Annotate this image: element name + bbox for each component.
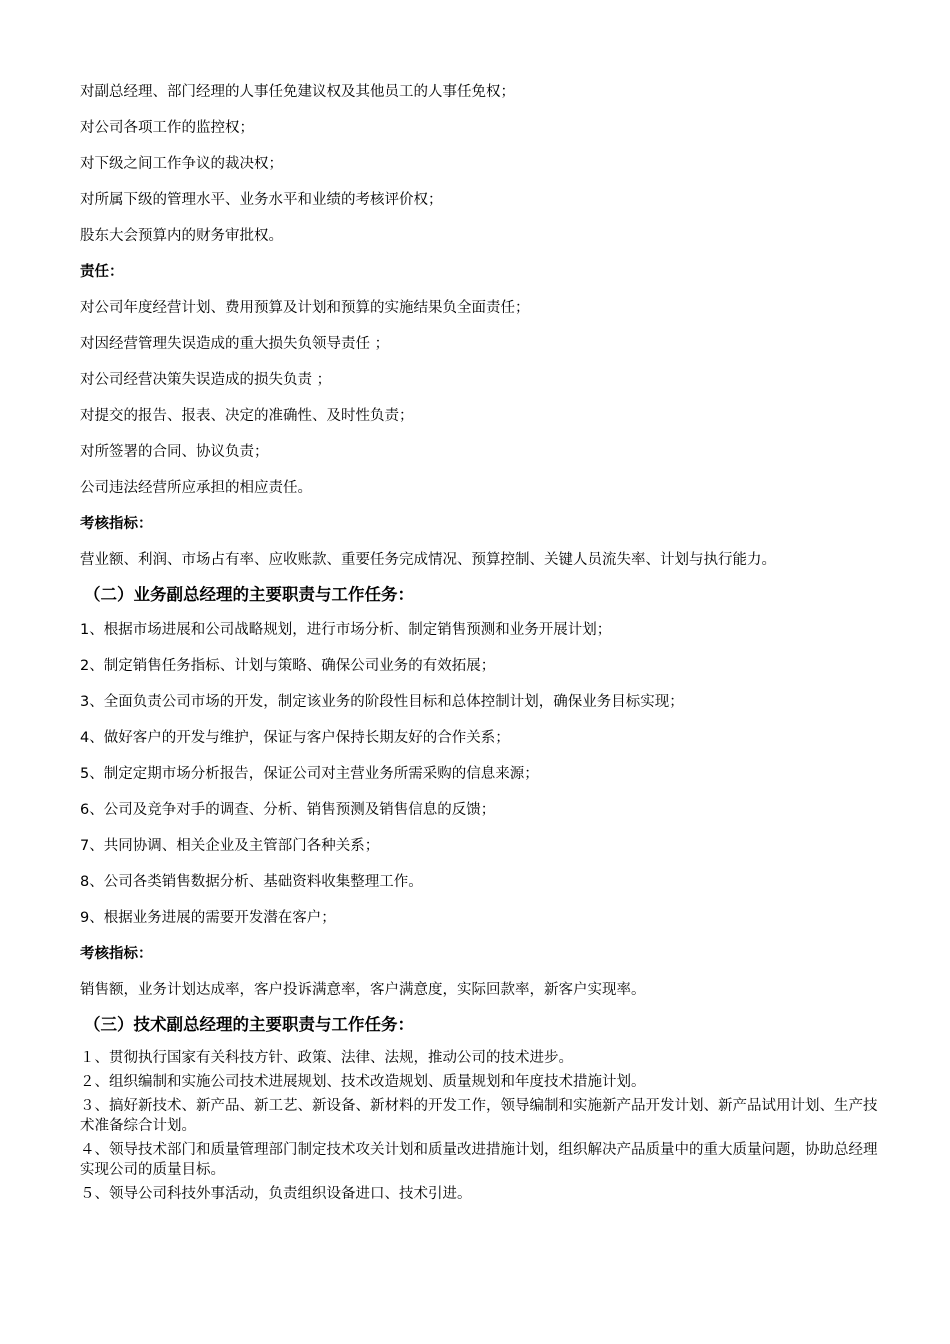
part2-item-6: 6、公司及竞争对手的调查、分析、销售预测及销售信息的反馈； [80, 802, 496, 818]
part3-item-2: ２、组织编制和实施公司技术进展规划、技术改造规划、质量规划和年度技术措施计划。 [80, 1074, 646, 1090]
kpi-heading-2: 考核指标： [80, 946, 153, 962]
rights-item-5: 股东大会预算内的财务审批权。 [80, 228, 283, 244]
part3-item-4: ４、领导技术部门和质量管理部门制定技术攻关计划和质量改进措施计划，组织解决产品质量中的重大质量问题，协助总经理实现公司的质量目标。 [80, 1142, 878, 1178]
section-title-2: （二）业务副总经理的主要职责与工作任务： [84, 585, 414, 604]
responsibility-item-2: 对因经营管理失误造成的重大损失负领导责任 ； [80, 336, 390, 352]
responsibility-item-3: 对公司经营决策失误造成的损失负责 ； [80, 372, 332, 388]
kpi-heading-1: 考核指标： [80, 516, 153, 532]
part2-item-1: 1、根据市场进展和公司战略规划，进行市场分析、制定销售预测和业务开展计划； [80, 622, 612, 638]
document-page [80, 82, 880, 1204]
part3-item-1: １、贯彻执行国家有关科技方针、政策、法律、法规，推动公司的技术进步。 [80, 1050, 573, 1066]
section-title-3: （三）技术副总经理的主要职责与工作任务： [84, 1015, 414, 1034]
rights-item-4: 对所属下级的管理水平、业务水平和业绩的考核评价权； [80, 192, 443, 208]
part2-item-2: 2、制定销售任务指标、计划与策略、确保公司业务的有效拓展； [80, 658, 496, 674]
rights-item-3: 对下级之间工作争议的裁决权； [80, 156, 283, 172]
part2-item-8: 8、公司各类销售数据分析、基础资料收集整理工作。 [80, 874, 423, 890]
responsibility-item-6: 公司违法经营所应承担的相应责任。 [80, 480, 312, 496]
responsibility-heading: 责任： [80, 264, 124, 280]
responsibility-item-5: 对所签署的合同、协议负责； [80, 444, 269, 460]
part2-item-9: 9、根据业务进展的需要开发潜在客户； [80, 910, 336, 926]
part2-item-3: 3、全面负责公司市场的开发，制定该业务的阶段性目标和总体控制计划，确保业务目标实现； [80, 694, 684, 710]
kpi-text-1: 营业额、利润、市场占有率、应收账款、重要任务完成情况、预算控制、关键人员流失率、计划与执行能力。 [80, 552, 776, 568]
part2-item-4: 4、做好客户的开发与维护，保证与客户保持长期友好的合作关系； [80, 730, 510, 746]
responsibility-item-4: 对提交的报告、报表、决定的准确性、及时性负责； [80, 408, 414, 424]
kpi-text-2: 销售额，业务计划达成率，客户投诉满意率，客户满意度，实际回款率，新客户实现率。 [80, 982, 646, 998]
part3-item-3: ３、搞好新技术、新产品、新工艺、新设备、新材料的开发工作，领导编制和实施新产品开发计划、新产品试用计划、生产技术准备综合计划。 [80, 1098, 878, 1134]
part3-item-5: ５、领导公司科技外事活动，负责组织设备进口、技术引进。 [80, 1186, 472, 1202]
part2-item-5: 5、制定定期市场分析报告，保证公司对主营业务所需采购的信息来源； [80, 766, 539, 782]
part2-item-7: 7、共同协调、相关企业及主管部门各种关系； [80, 838, 380, 854]
responsibility-item-1: 对公司年度经营计划、费用预算及计划和预算的实施结果负全面责任； [80, 300, 530, 316]
rights-item-2: 对公司各项工作的监控权； [80, 120, 254, 136]
rights-item-1: 对副总经理、部门经理的人事任免建议权及其他员工的人事任免权； [80, 84, 515, 100]
